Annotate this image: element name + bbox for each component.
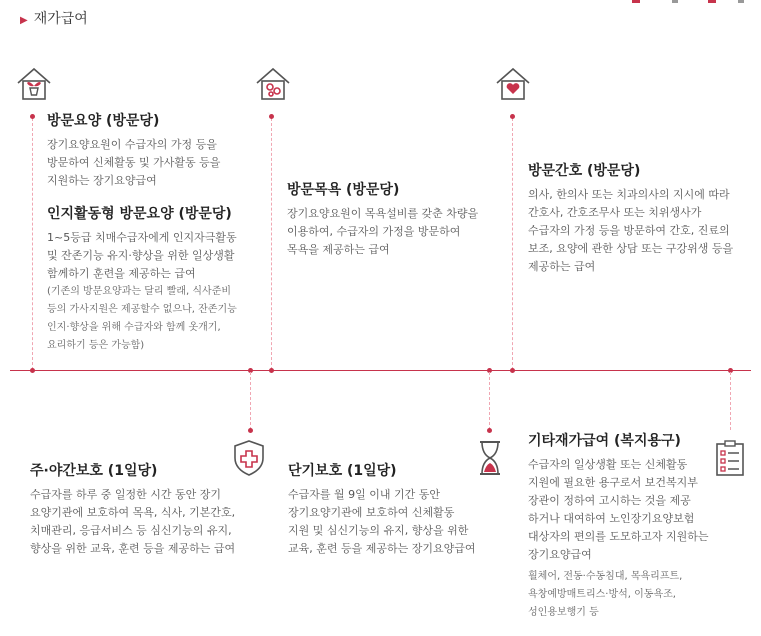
top-mark <box>708 0 716 3</box>
timeline-connector <box>250 372 251 430</box>
section-description: 의사, 한의사 또는 치과의사의 지시에 따라 간호사, 간호조무사 또는 치위생사가 수급자의 가정 등을 방문하여 간호, 진료의 보조, 요양에 관한 상담 또는 구강위생 등을 제공하는 급여 <box>528 188 734 273</box>
top-mark <box>738 0 744 3</box>
section-title: 방문목욕 (방문당) <box>287 182 400 198</box>
home-visit-section <box>47 110 257 190</box>
timeline-connector <box>512 118 513 370</box>
section-description: 수급자의 일상생활 또는 신체활동 지원에 필요한 용구로서 보건복지부 장관이 정하여 고시하는 것을 제공 하거나 대여하여 노인장기요양보험 대상자의 편의를 도모하고자 지원하는 장기요양급여 <box>528 458 709 561</box>
timeline-dot <box>510 114 515 119</box>
section-description: 1~5등급 치매수급자에게 인지자극활동 및 잔존기능 유지·향상을 위한 일상생활 함께하기 훈련을 제공하는 급여 <box>47 231 237 280</box>
top-mark <box>632 0 640 3</box>
home-bubbles-icon <box>253 64 293 104</box>
timeline-dot <box>248 428 253 433</box>
timeline-dot <box>269 114 274 119</box>
section-title: 단기보호 (1일당) <box>288 463 397 479</box>
section-note: (기존의 방문요양과는 달리 빨래, 식사준비 등의 가사지원은 제공할수 없으나, 잔존기능 인지·향상을 위해 수급자와 함께 옷개기, 요리하기 등은 가능함) <box>47 286 237 351</box>
section-title: 방문요양 (방문당) <box>47 113 160 129</box>
daynight-section <box>30 460 250 558</box>
section-title: 주·야간보호 (1일당) <box>30 463 158 479</box>
bath-section <box>287 179 497 259</box>
section-title: 인지활동형 방문요양 (방문당) <box>47 206 232 222</box>
cognitive-section <box>47 203 262 355</box>
section-description: 장기요양요원이 목욕설비를 갖춘 차량을 이용하여, 수급자의 가정을 방문하여 목욕을 제공하는 급여 <box>287 207 479 256</box>
timeline-connector <box>730 372 731 430</box>
other-section <box>528 430 753 622</box>
timeline-axis <box>10 370 751 371</box>
timeline-dot <box>510 368 515 373</box>
section-description: 수급자를 월 9일 이내 기간 동안 장기요양기관에 보호하여 신체활동 지원 및 심신기능의 유지, 향상을 위한 교육, 훈련 등을 제공하는 장기요양급여 <box>288 488 476 555</box>
timeline-connector <box>32 118 33 370</box>
timeline-dot <box>30 114 35 119</box>
timeline-connector <box>271 118 272 370</box>
top-mark <box>672 0 678 3</box>
timeline-connector <box>489 372 490 430</box>
section-note: 휠체어, 전동·수동침대, 목욕리프트, 욕창예방매트리스·방석, 이동욕조, 성인용보행기 등 <box>528 571 683 618</box>
shortterm-section <box>288 460 498 558</box>
timeline-dot <box>487 428 492 433</box>
section-description: 수급자를 하루 중 일정한 시간 동안 장기 요양기관에 보호하여 목욕, 식사, 기본간호, 치매관리, 응급서비스 등 심신기능의 유지, 향상을 위한 교육, 훈련 등을 제공하는 급여 <box>30 488 236 555</box>
chevron-right-icon: ▶ <box>20 15 28 26</box>
section-title: 방문간호 (방문당) <box>528 163 641 179</box>
page-title: ▶ 재가급여 <box>20 11 88 27</box>
timeline-dot <box>269 368 274 373</box>
home-sprout-icon <box>14 64 54 104</box>
home-heart-icon <box>493 64 533 104</box>
section-description: 장기요양요원이 수급자의 가정 등을 방문하여 신체활동 및 가사활동 등을 지원하는 장기요양급여 <box>47 138 221 187</box>
section-title: 기타재가급여 (복지용구) <box>528 433 681 449</box>
nursing-section <box>528 160 753 276</box>
timeline-dot <box>30 368 35 373</box>
